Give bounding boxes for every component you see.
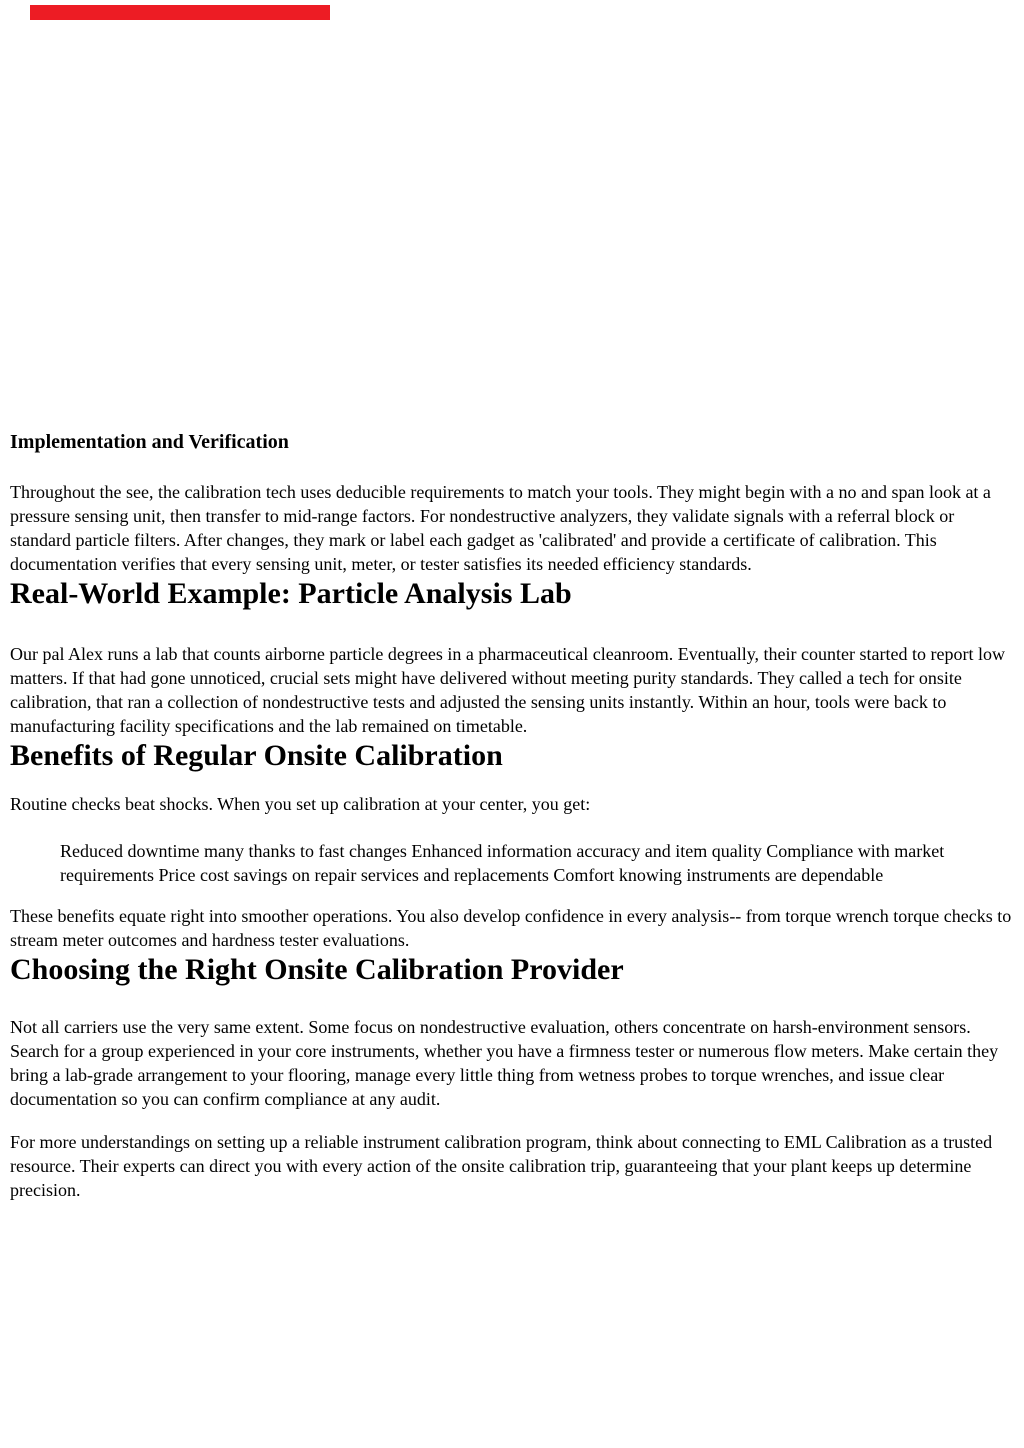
- heading-benefits: Benefits of Regular Onsite Calibration: [10, 739, 503, 772]
- paragraph-implementation: Throughout the see, the calibration tech uses deducible requirements to match your tools. They might begin with a no and span look at a pressure sensing unit, then transfer to mid-range factors. For nondestructive analyzers, they validate signals with a referral block or standard particle filters. After changes, they mark or label each gadget as 'calibrated' and provide a certificate of calibration. This documentation verifies that every sensing unit, meter, or tester satisfies its needed efficiency standards.: [10, 482, 991, 574]
- section-heading-implementation: Implementation and Verification: [10, 431, 289, 453]
- embed-placeholder-bar: [30, 5, 330, 20]
- embed-empty-space: [10, 20, 1014, 430]
- paragraph-choosing-provider: Not all carriers use the very same extent. Some focus on nondestructive evaluation, others concentrate on harsh-environment sensors. Search for a group experienced in your core instruments, whether you have a firmness tester or numerous flow meters. Make certain they bring a lab-grade arrangement to your flooring, manage every little thing from wetness probes to torque wrenches, and issue clear documentation so you can confirm compliance at any audit.: [10, 1017, 999, 1109]
- heading-real-world-example: Real-World Example: Particle Analysis Lab: [10, 577, 572, 610]
- paragraph-benefits-intro: Routine checks beat shocks. When you set up calibration at your center, you get:: [10, 794, 591, 814]
- benefits-list-block: Reduced downtime many thanks to fast changes Enhanced information accuracy and item quality Compliance with market requirements Price cost savings on repair services and replacements Comfort knowing instruments are dependable: [60, 841, 945, 885]
- paragraph-benefits-outro: These benefits equate right into smoother operations. You also develop confidence in every analysis-- from torque wrench torque checks to stream meter outcomes and hardness tester evaluations.: [10, 906, 1012, 950]
- heading-choosing-provider: Choosing the Right Onsite Calibration Provider: [10, 953, 624, 986]
- paragraph-closing: For more understandings on setting up a reliable instrument calibration program, think about connecting to EML Calibration as a trusted resource. Their experts can direct you with every action of the onsite calibration trip, guaranteeing that your plant keeps up determine precision.: [10, 1132, 993, 1200]
- paragraph-real-world: Our pal Alex runs a lab that counts airborne particle degrees in a pharmaceutical cleanroom. Eventually, their counter started to report low matters. If that had gone unnoticed, crucial sets might have delivered without meeting purity standards. They called a tech for onsite calibration, that ran a collection of nondestructive tests and adjusted the sensing units instantly. Within an hour, tools were back to manufacturing facility specifications and the lab remained on timetable.: [10, 644, 1005, 736]
